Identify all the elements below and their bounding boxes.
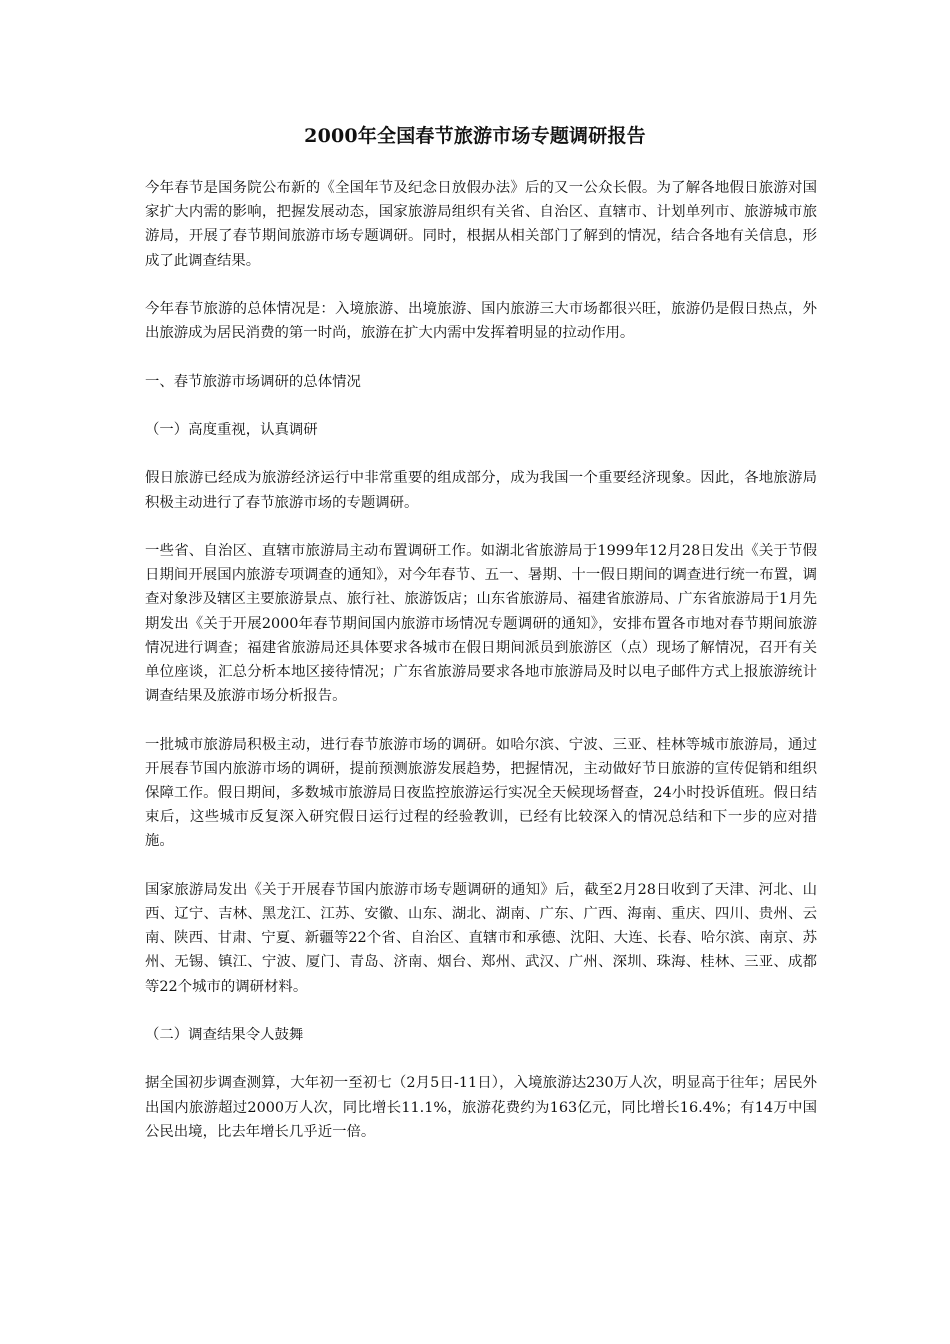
- paragraph-results: 据全国初步调查测算，大年初一至初七（2月5日-11日），入境旅游达230万人次，明显高于往年；居民外出国内旅游超过2000万人次，同比增长11.1%，旅游花费约为163亿元，同比增长16.4%；有14万中国公民出境，比去年增长几乎近一倍。: [145, 1075, 817, 1140]
- paragraph-materials: 国家旅游局发出《关于开展春节国内旅游市场专题调研的通知》后，截至2月28日收到了天津、河北、山西、辽宁、吉林、黑龙江、江苏、安徽、山东、湖北、湖南、广东、广西、海南、重庆、四川、贵州、云南、陕西、甘肃、宁夏、新疆等22个省、自治区、直辖市和承德、沈阳、大连、长春、哈尔滨、南京、苏州、无锡、镇江、宁波、厦门、青岛、济南、烟台、郑州、武汉、广州、深圳、珠海、桂林、三亚、成都等22个城市的调研材料。: [145, 881, 817, 995]
- paragraph-intro: 今年春节是国务院公布新的《全国年节及纪念日放假办法》后的又一公众长假。为了解各地假日旅游对国家扩大内需的影响，把握发展动态，国家旅游局组织有关省、自治区、直辖市、计划单列市、旅游城市旅游局，开展了春节期间旅游市场专题调研。同时，根据从相关部门了解到的情况，结合各地有关信息，形成了此调查结果。: [145, 180, 817, 269]
- subsection-heading-1: （一）高度重视，认真调研: [145, 421, 318, 438]
- paragraph-overview: 今年春节旅游的总体情况是：入境旅游、出境旅游、国内旅游三大市场都很兴旺，旅游仍是假日热点，外出旅游成为居民消费的第一时尚，旅游在扩大内需中发挥着明显的拉动作用。: [145, 301, 817, 342]
- paragraph-importance: 假日旅游已经成为旅游经济运行中非常重要的组成部分，成为我国一个重要经济现象。因此，各地旅游局积极主动进行了春节旅游市场的专题调研。: [145, 470, 817, 511]
- section-heading-1: 一、春节旅游市场调研的总体情况: [145, 373, 361, 390]
- paragraph-cities: 一批城市旅游局积极主动，进行春节旅游市场的调研。如哈尔滨、宁波、三亚、桂林等城市旅游局，通过开展春节国内旅游市场的调研，提前预测旅游发展趋势，把握情况，主动做好节日旅游的宣传促销和组织保障工作。假日期间，多数城市旅游局日夜监控旅游运行实况全天候现场督查，24小时投诉值班。假日结束后，这些城市反复深入研究假日运行过程的经验教训，已经有比较深入的情况总结和下一步的应对措施。: [145, 736, 817, 850]
- subsection-heading-2: （二）调查结果令人鼓舞: [145, 1026, 304, 1043]
- document-title: 2000年全国春节旅游市场专题调研报告: [304, 125, 646, 147]
- paragraph-provinces: 一些省、自治区、直辖市旅游局主动布置调研工作。如湖北省旅游局于1999年12月28日发出《关于节假日期间开展国内旅游专项调查的通知》，对今年春节、五一、暑期、十一假日期间的调查进行统一布置，调查对象涉及辖区主要旅游景点、旅行社、旅游饭店；山东省旅游局、福建省旅游局、广东省旅游局于1月先期发出《关于开展2000年春节期间国内旅游市场情况专题调研的通知》，安排布置各市地对春节期间旅游情况进行调查；福建省旅游局还具体要求各城市在假日期间派员到旅游区（点）现场了解情况，召开有关单位座谈，汇总分析本地区接待情况；广东省旅游局要求各地市旅游局及时以电子邮件方式上报旅游统计调查结果及旅游市场分析报告。: [145, 542, 817, 705]
- document-body: [145, 176, 817, 1168]
